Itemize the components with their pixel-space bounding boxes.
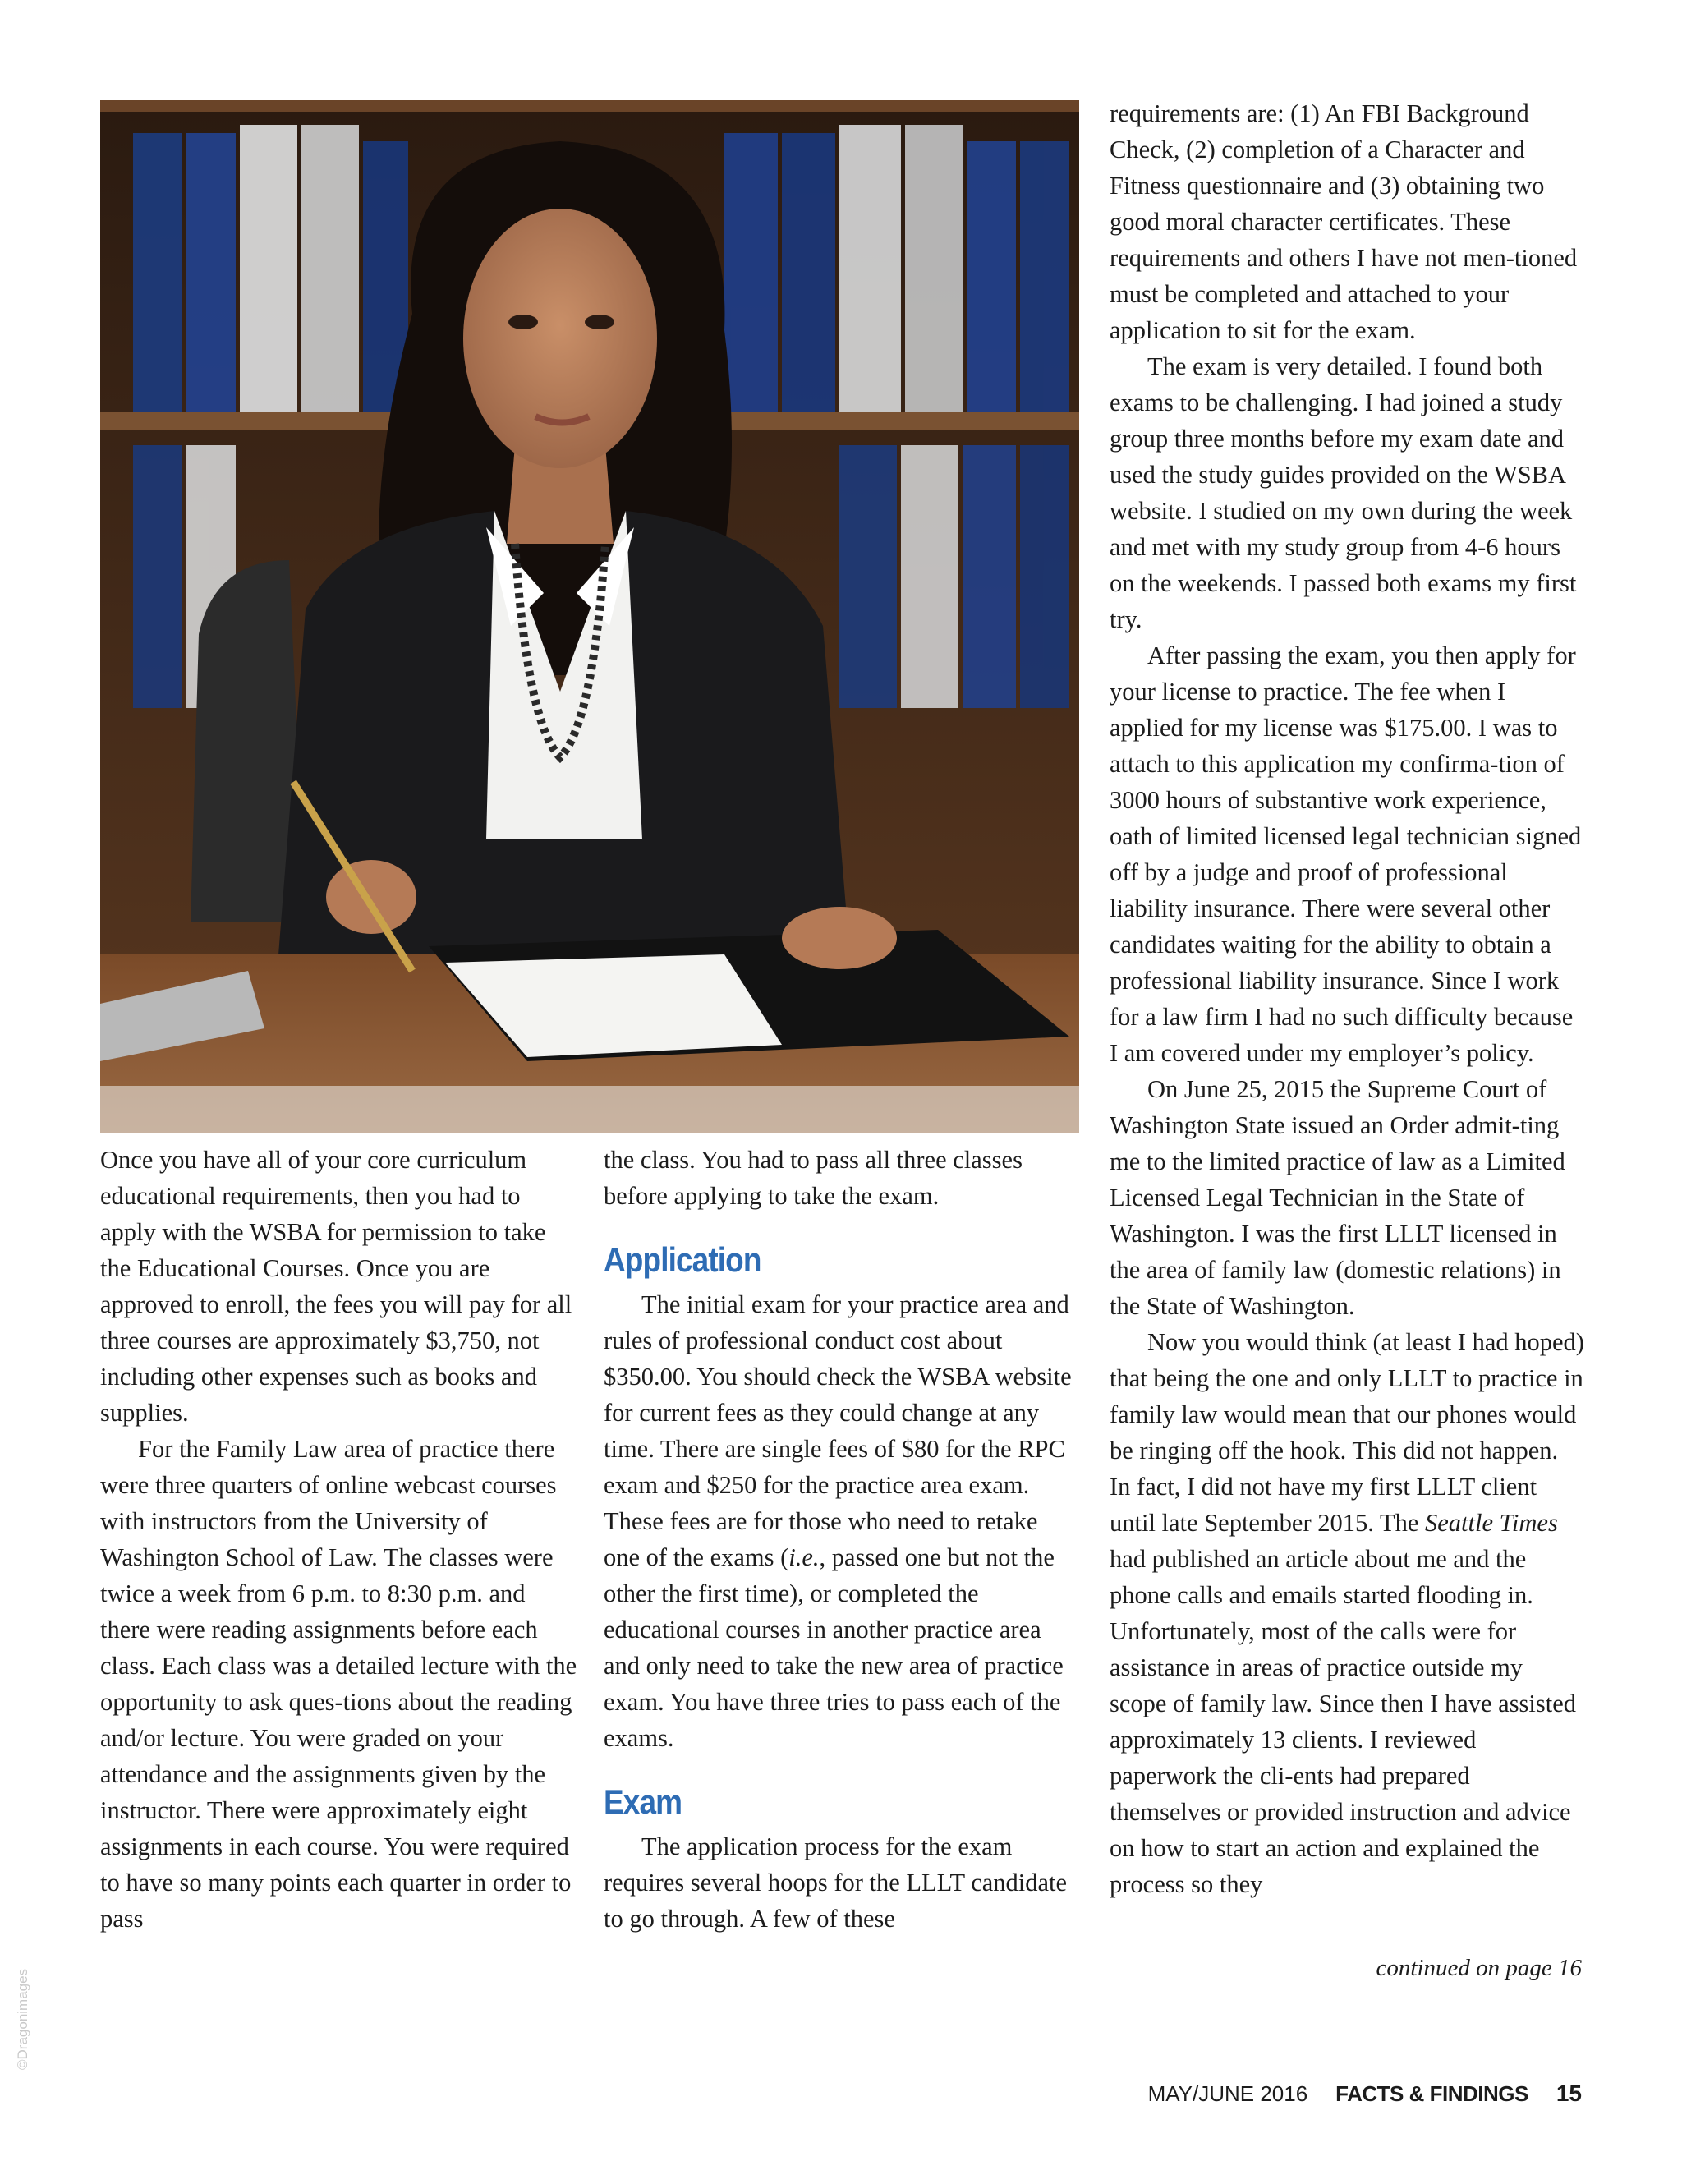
text-run: had published an article about me and the phone calls and emails started flooding in. Unfortunately, most of the calls were for assistance in areas of practice outside my scope of family law. Since then I have assisted approximately 13 clients. I reviewed paperwork the cli-ents had prepared themselves or provided instruction and advice on how to start an action and explained the process so they [1110,1545,1577,1898]
article-column-1 [100,1142,578,1937]
article-column-2 [604,1142,1080,1937]
page-footer [1148,2081,1582,2107]
text-run: The initial exam for your practice area and rules of professional conduct cost about $350.00. You should check the WSBA website for current fees as they could change at any time. There are single fees of $80 for the RPC exam and $250 for the practice area exam. These fees are for those who need to retake one of the exams ( [604,1290,1072,1571]
continued-note: continued on page 16 [1376,1955,1582,1981]
paragraph: The application process for the exam requires several hoops for the LLLT candidate to go through. A few of these [604,1832,1068,1933]
paragraph: The exam is very detailed. I found both exams to be challenging. I had joined a study group three months before my exam date and used the study guides provided on the WSBA website. I studied on my own during the week and met with my study group from 4-6 hours on the weekends. I passed both exams my first try. [1110,352,1577,633]
text-run-italic: Seattle Times [1425,1509,1558,1537]
paragraph: the class. You had to pass all three classes before applying to take the exam. [604,1146,1023,1210]
text-run-italic: i.e. [788,1543,820,1571]
paragraph: requirements are: (1) An FBI Background Check, (2) completion of a Character and Fitness questionnaire and (3) obtaining two good moral character certificates. These requirements and others I have not men-tioned must be completed and attached to your application to sit for the exam. [1110,99,1578,344]
section-heading-application: Application [604,1240,761,1279]
page-number: 15 [1556,2081,1582,2106]
paragraph: After passing the exam, you then apply for your license to practice. The fee when I applied for my license was $175.00. I was to attach to this application my confirma-tion of 3000 hours of substantive work experience, oath of limited licensed legal technician signed off by a judge and proof of professional liability insurance. There were several other candidates waiting for the ability to obtain a professional liability insurance. Since I work for a law firm I had no such difficulty because I am covered under my employer’s policy. [1110,641,1582,1067]
issue-date: MAY/JUNE 2016 [1147,2081,1308,2106]
paragraph: Once you have all of your core curriculum educational requirements, then you had to apply with the WSBA for permission to take the Educational Courses. Once you are approved to enroll, the fees you will pay for all three courses are approximately $3,750, not including other expenses such as books and supplies. [100,1146,572,1427]
paragraph: On June 25, 2015 the Supreme Court of Washington State issued an Order admit-ting me to the limited practice of law as a Limited Licensed Legal Technician in the State of Washington. I was the first LLLT licensed in the area of family law (domestic relations) in the State of Washington. [1110,1075,1565,1320]
woman-at-desk-illustration [100,100,1079,1133]
magazine-name: FACTS & FINDINGS [1335,2081,1528,2106]
photo-credit: ©Dragonimages [15,1968,30,2070]
article-column-3 [1110,95,1584,1902]
text-run: Now you would think (at least I had hoped) that being the one and only LLLT to practice in family law would mean that our phones would be ringing off the hook. This did not happen. In fact, I did not have my first LLLT client until late September 2015. The [1110,1328,1584,1537]
text-run: , passed one but not the other the first time), or completed the educational courses in another practice area and only need to take the new area of practice exam. You have three tries to pass each of the exams. [604,1543,1064,1752]
article-photo [100,100,1079,1133]
paragraph: For the Family Law area of practice there were three quarters of online webcast courses with instructors from the University of Washington School of Law. The classes were twice a week from 6 p.m. to 8:30 p.m. and there were reading assignments before each class. Each class was a detailed lecture with the opportunity to ask ques-tions about the reading and/or lecture. You were graded on your attendance and the assignments given by the instructor. There were approximately eight assignments in each course. You were required to have so many points each quarter in order to pass [100,1435,577,1933]
paragraph [604,1286,1080,1756]
paragraph [1110,1324,1584,1902]
section-heading-exam: Exam [604,1782,682,1821]
